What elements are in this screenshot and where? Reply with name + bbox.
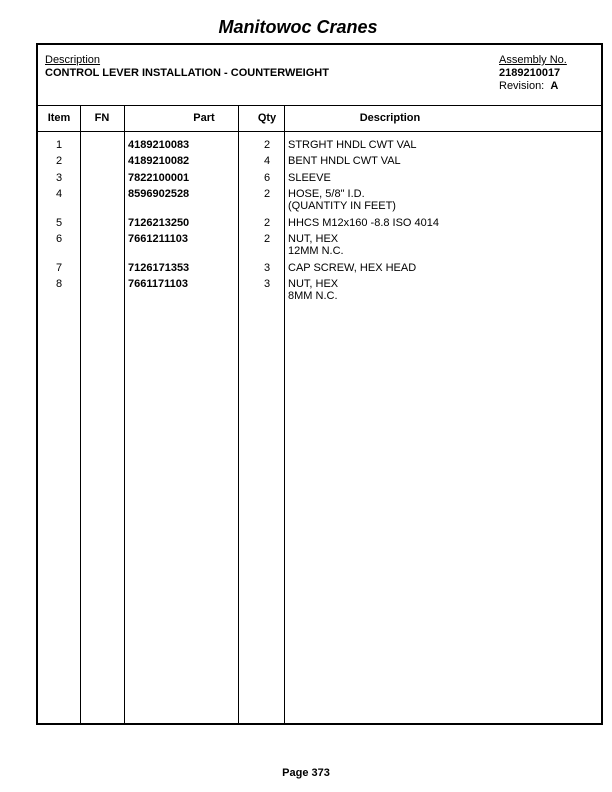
assembly-header <box>38 45 601 106</box>
quantity: 2 <box>263 217 271 229</box>
column-headers <box>38 105 601 132</box>
quantity: 6 <box>263 172 271 184</box>
part-description: HOSE, 5/8" I.D. (QUANTITY IN FEET) <box>288 188 396 212</box>
part-description: BENT HNDL CWT VAL <box>288 155 401 167</box>
revision-label: Revision: <box>499 80 545 92</box>
quantity: 2 <box>263 233 271 245</box>
column-header-part: Part <box>193 112 215 124</box>
item-number: 7 <box>55 262 63 274</box>
item-number: 8 <box>55 278 63 290</box>
column-header-item: Item <box>47 112 71 124</box>
item-number: 1 <box>55 139 63 151</box>
part-number: 7126171353 <box>128 262 190 274</box>
item-number: 4 <box>55 188 63 200</box>
quantity: 3 <box>263 278 271 290</box>
page-title: Manitowoc Cranes <box>218 17 378 37</box>
revision-value: A <box>550 80 559 92</box>
column-header-description: Description <box>359 112 421 124</box>
part-number: 7822100001 <box>128 172 190 184</box>
item-number: 3 <box>55 172 63 184</box>
part-description: NUT, HEX 12MM N.C. <box>288 233 344 257</box>
parts-list-frame <box>36 43 603 725</box>
item-number: 5 <box>55 217 63 229</box>
item-number: 6 <box>55 233 63 245</box>
column-header-qty: Qty <box>257 112 277 124</box>
column-header-fn: FN <box>94 112 110 124</box>
part-description: HHCS M12x160 -8.8 ISO 4014 <box>288 217 440 229</box>
assembly-number-label: Assembly No. <box>499 54 567 66</box>
part-description: CAP SCREW, HEX HEAD <box>288 262 417 274</box>
revision-line <box>499 80 567 93</box>
part-description: NUT, HEX 8MM N.C. <box>288 278 339 302</box>
part-number: 4189210083 <box>128 139 190 151</box>
part-number: 7126213250 <box>128 217 190 229</box>
part-number: 7661211103 <box>128 233 188 245</box>
part-number: 7661171103 <box>128 278 188 290</box>
description-label: Description <box>45 54 101 66</box>
quantity: 2 <box>263 139 271 151</box>
part-number: 8596902528 <box>128 188 190 200</box>
part-description: SLEEVE <box>288 172 331 184</box>
quantity: 3 <box>263 262 271 274</box>
item-number: 2 <box>55 155 63 167</box>
part-number: 4189210082 <box>128 155 190 167</box>
column-divider <box>80 105 81 723</box>
assembly-description: CONTROL LEVER INSTALLATION - COUNTERWEIGHT <box>45 67 329 79</box>
quantity: 2 <box>263 188 271 200</box>
quantity: 4 <box>263 155 271 167</box>
part-description: STRGHT HNDL CWT VAL <box>288 139 417 151</box>
assembly-number: 2189210017 <box>499 67 561 79</box>
column-divider <box>124 105 125 723</box>
page-number: Page 373 <box>282 767 330 779</box>
